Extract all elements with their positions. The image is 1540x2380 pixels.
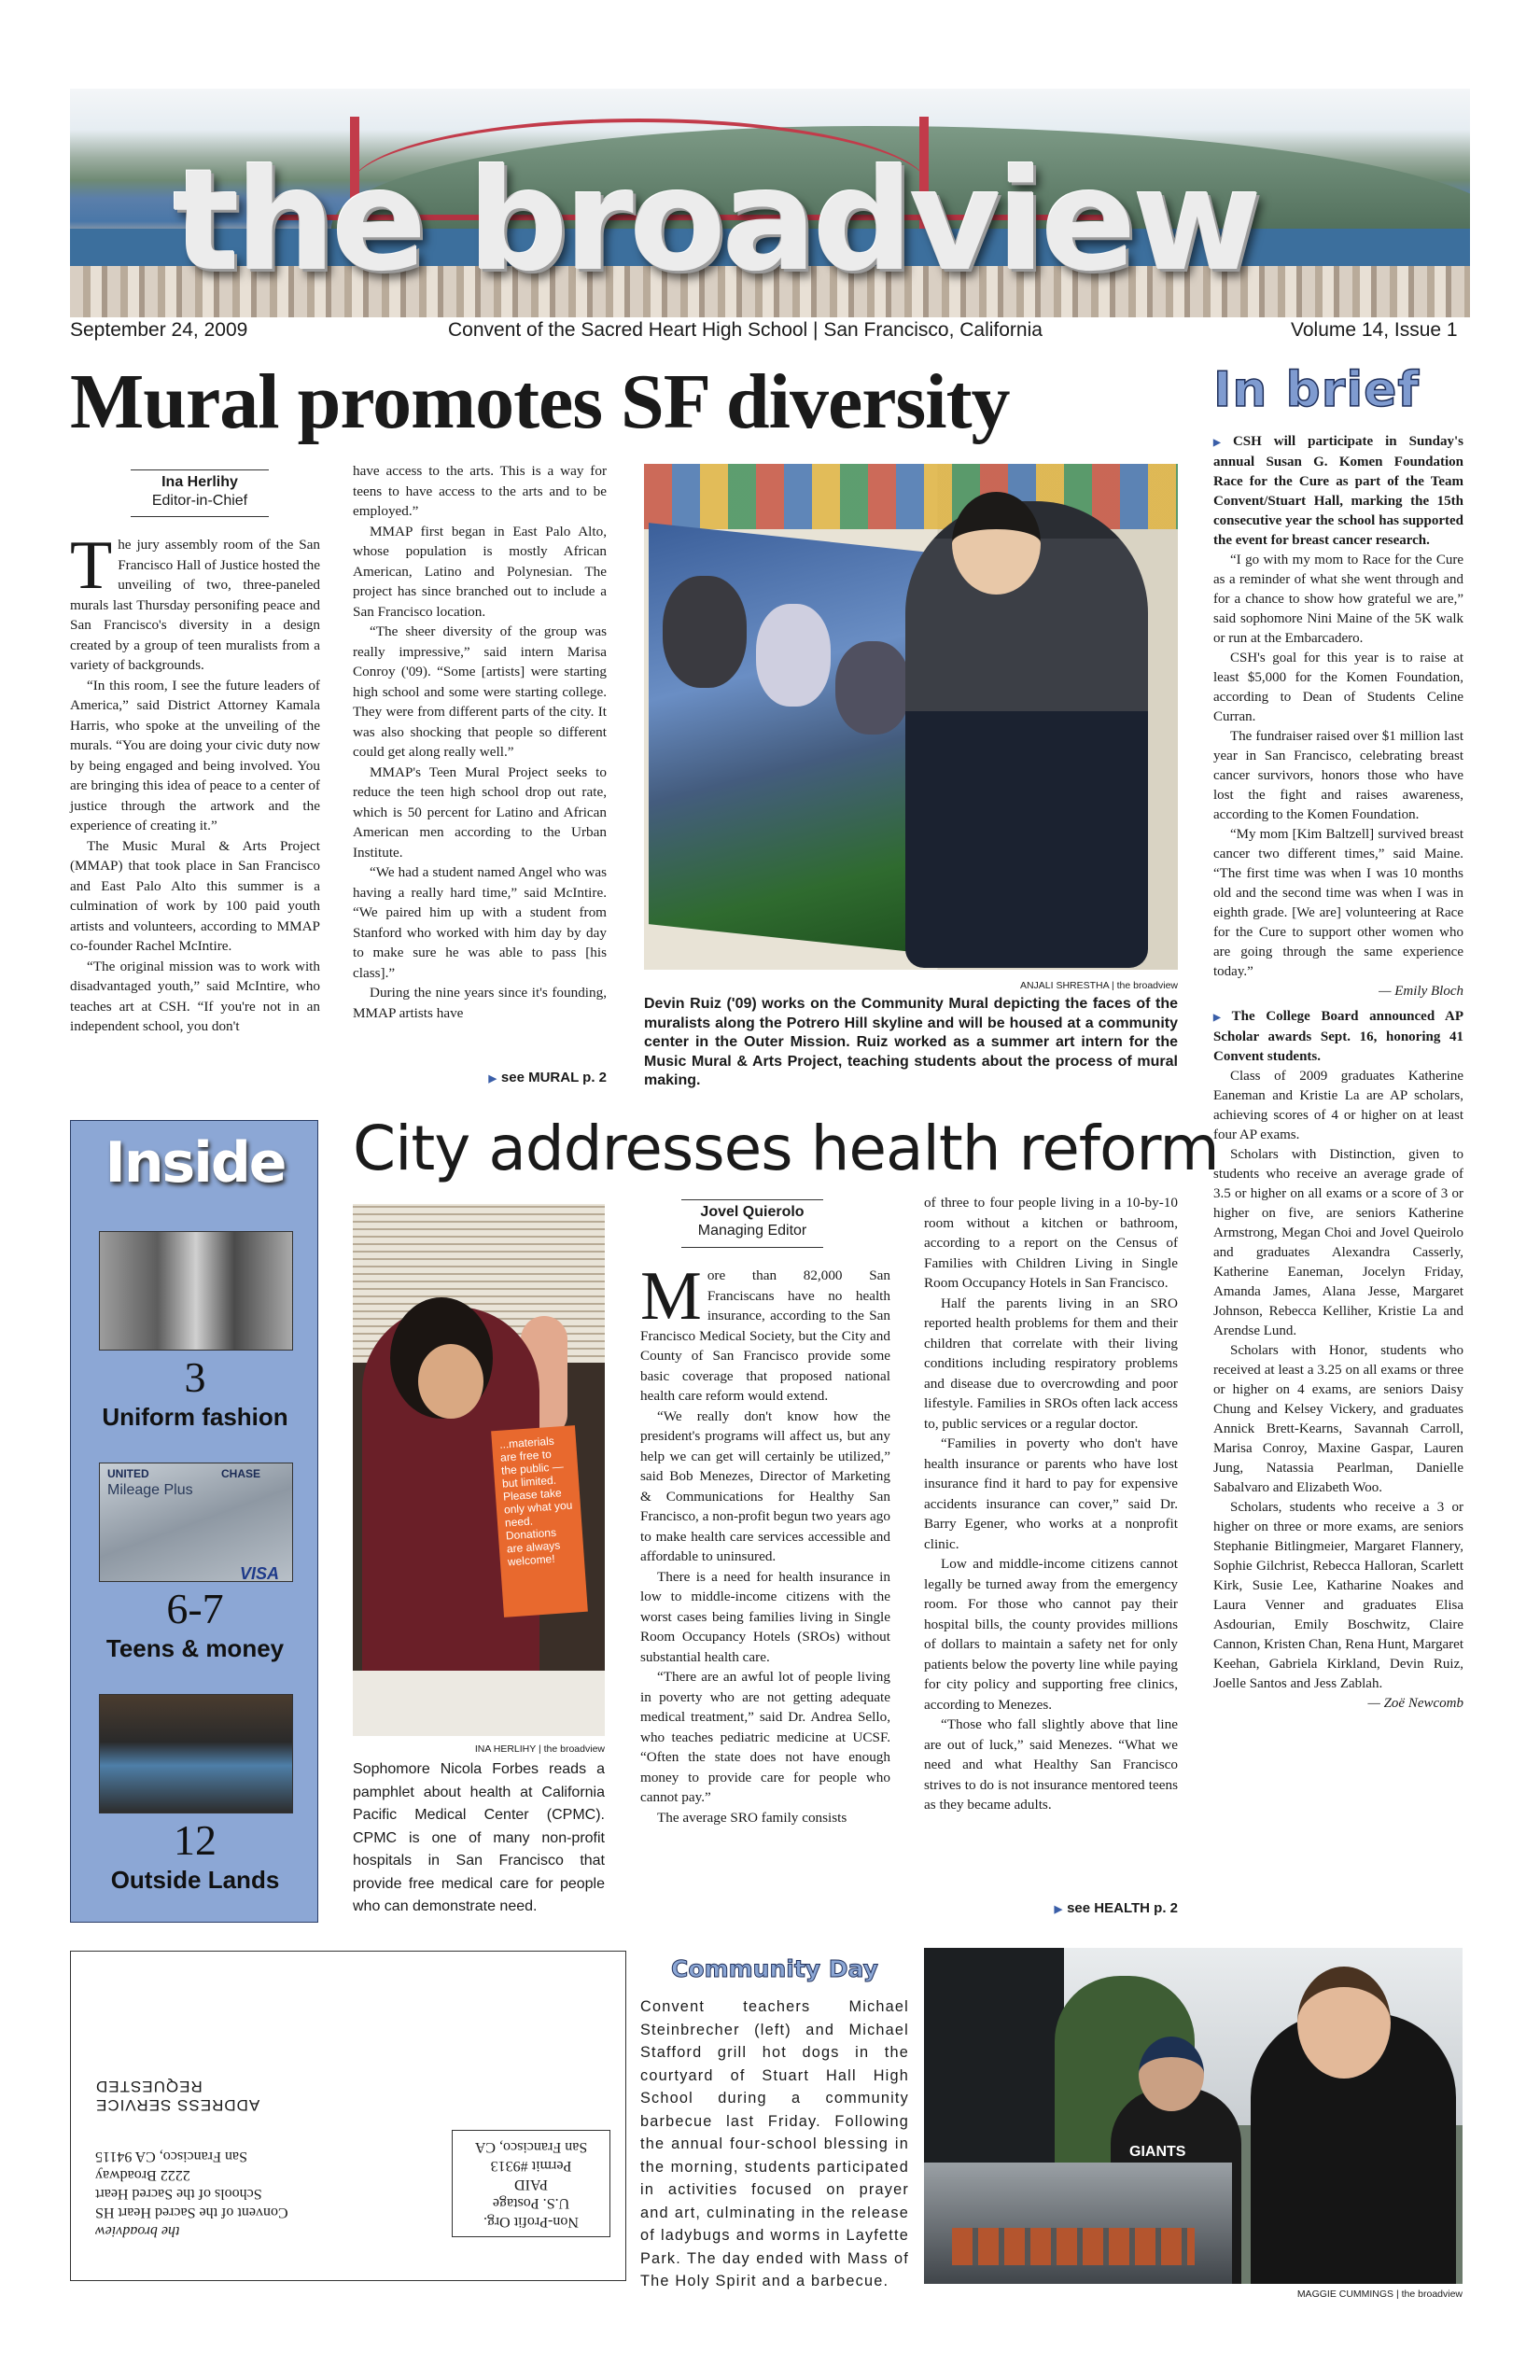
health-photo (353, 1204, 605, 1736)
mural-paragraph: “In this room, I see the future leaders of America,” said District Attorney Kamala Harris, who spoke at the unveiling of the murals. “You are doing your civic duty now by being engaged and being involved. You are bringing this idea of peace to a center of justice through the artwork and the experience of creating it.” (70, 677, 320, 833)
byline-rule (131, 516, 269, 517)
health-column-2 (924, 1193, 1178, 1815)
mural-paragraph: MMAP first began in East Palo Alto, whose population is mostly African American, Latino and Polynesian. The project has since branched out to include a San Francisco location. (353, 523, 607, 620)
photo-teacher-right-head (1297, 1967, 1391, 2079)
card-brand: UNITED (107, 1467, 149, 1480)
address-line: San Francisco, CA 94115 (95, 2149, 247, 2164)
byline-rule (681, 1199, 823, 1200)
mailing-label-box (70, 1951, 626, 2281)
mural-column-2 (353, 461, 607, 1023)
brief-paragraph: The fundraiser raised over $1 million last year in San Francisco, celebrating breast cancer survivors, honors those who have lost the fight and raises awareness, according to the Komen Foundation. (1213, 729, 1463, 822)
photo-person-head (952, 492, 1041, 595)
health-column-1 (640, 1258, 890, 1827)
health-paragraph: of three to four people living in a 10-by-10 room without a kitchen or bathroom, according to a report on the Census of Families with Children Living in Single Room Occupancy Hotels in San Francisco. (924, 1195, 1178, 1291)
photo-desk (353, 1671, 605, 1736)
drop-cap: M (640, 1258, 702, 1335)
photo-student-face (418, 1344, 483, 1419)
painted-face (663, 576, 747, 688)
brief-signature: — Zoë Newcomb (1367, 1696, 1463, 1711)
mural-author: Ina Herlihy (161, 474, 238, 490)
permit-line: Non-Profit Org. (483, 2214, 579, 2230)
mural-paragraph: have access to the arts. This is a way for teens to have access to the arts and to be employed.” (353, 463, 607, 519)
health-paragraph: “We really don't know how the president's programs will affect us, but any help we can get will certainly be utilized,” said Bob Menezes, Director of Marketing & Communications for Healthy San Francisco, a non-profit begun two years ago to make health care services accessible and affordable to uninsured. (640, 1407, 890, 1564)
health-paragraph: Half the parents living in an SRO reported health problems for them and their children that correlate with their living conditions including respiratory problems and disease due to overcrowding and poor lifestyle. Families in SROs often lack access to, public services or a regular doctor. (924, 1295, 1178, 1432)
arrow-icon: ▶ (1213, 1013, 1228, 1023)
newspaper-title: the broadview (173, 140, 1258, 302)
address-line: the broadview (95, 2223, 180, 2239)
barbecue-photo-credit: MAGGIE CUMMINGS | the broadview (1296, 2289, 1463, 2300)
credit-card-thumbnail[interactable] (99, 1463, 293, 1582)
masthead-banner (70, 89, 1470, 317)
arrow-icon: ▶ (1213, 438, 1229, 448)
painted-face (835, 641, 910, 735)
in-brief-column (1213, 432, 1463, 1714)
uniform-fashion-thumbnail[interactable] (99, 1231, 293, 1351)
mailing-label-rotated (71, 1952, 627, 2282)
brief-paragraph: “My mom [Kim Baltzell] survived breast cancer two different times,” said Maine. “The first time was when I was 10 months old and the second time was when I was in eighth grade. [We are] volunteering at Race for the Cure to support other women who are going through the same experience today.” (1213, 827, 1463, 979)
card-network: VISA (240, 1564, 280, 1582)
health-paragraph: “There are an awful lot of people living in poverty who are not getting adequate medical treatment,” said Dr. Andrea Sello, who teaches pediatric medicine at UCSF. “Often the state does not have enough money to provide care for people who cannot pay.” (640, 1669, 890, 1805)
mural-photo (644, 464, 1178, 970)
brief-lead: ▶ CSH will participate in Sunday's annual Susan G. Komen Foundation Race for the Cure as part of the Team Convent/Stuart Hall, marking the 15th consecutive year the school has supported the event for breast cancer research. (1213, 434, 1463, 548)
brief-signature: — Emily Bloch (1379, 984, 1463, 999)
card-bank: CHASE (221, 1467, 261, 1480)
drop-cap: T (70, 527, 113, 604)
issue-volume: Volume 14, Issue 1 (1291, 319, 1458, 341)
card-program: Mileage Plus (107, 1482, 193, 1498)
permit-line: San Francisco, CA (474, 2139, 588, 2155)
permit-line: U.S. Postage (492, 2195, 570, 2211)
outside-lands-thumbnail[interactable] (99, 1694, 293, 1813)
health-photo-caption: Sophomore Nicola Forbes reads a pamphlet about health at California Pacific Medical Center (CPMC). CPMC is one of many non-profit hospitals in San Francisco that provide free medical care for people who can demonstrate need. (353, 1761, 605, 1914)
photo-hot-dogs (952, 2228, 1195, 2265)
photo-teacher-left-head (1139, 2037, 1204, 2111)
postage-permit (452, 2130, 610, 2237)
health-jump-link[interactable]: ▶ see HEALTH p. 2 (1054, 1900, 1178, 1916)
address-line: Schools of the Sacred Heart (95, 2186, 262, 2202)
address-line: Convent of the Sacred Heart HS (95, 2205, 288, 2220)
address-service-requested: ADDRESS SERVICE REQUESTED (95, 2078, 260, 2114)
in-brief-heading: In brief (1213, 362, 1421, 418)
mural-photo-caption: Devin Ruiz ('09) works on the Community Mural depicting the faces of the muralists along the Potrero Hill skyline and will be housed at a community center in the Outer Mission. Ruiz worked as a summer art intern for the Music Mural & Arts Project, teaching students about the process of mural making. (644, 996, 1178, 1088)
health-paragraph: “Families in poverty who don't have health insurance or parents who have lost insurance find it hard to pay for expensive accidents insurance can cover,” said Dr. Barry Egener, who works at a nonprofit clinic. (924, 1435, 1178, 1552)
return-address (95, 2147, 413, 2240)
byline-rule (131, 469, 269, 470)
byline-rule (681, 1247, 823, 1248)
photo-tent (924, 1948, 1064, 2163)
community-day-heading: Community Day (671, 1955, 878, 1982)
shirt-logo: GIANTS (1129, 2144, 1186, 2160)
mural-paragraph: The Music Mural & Arts Project (MMAP) that took place in San Francisco and East Palo Alto this summer is a culmination of work by 100 paid youth artists and volunteers, according to MMAP co-founder Rachel McIntire. (70, 837, 320, 954)
health-author-role: Managing Editor (697, 1223, 807, 1239)
health-headline: City addresses health reform (353, 1113, 1219, 1184)
permit-line: Permit #9313 (490, 2158, 572, 2174)
inside-item-label[interactable]: Uniform fashion (102, 1403, 288, 1431)
community-day-caption: Convent teachers Michael Steinbrecher (left) and Michael Stafford grill hot dogs in the courtyard of Stuart Hall High School during a community barbecue last Friday. Following the annual four-school blessing in the morning, students participated in activities focused on prayer and art, culminating in the release of ladybugs and worms in Layfette Park. The day ended with Mass of The Holy Spirit and a barbecue. (640, 1998, 909, 2289)
health-photo-credit: INA HERLIHY | the broadview (474, 1743, 605, 1755)
mural-photo-credit: ANJALI SHRESTHA | the broadview (1019, 980, 1178, 991)
photo-grill (924, 2163, 1232, 2284)
inside-item-label[interactable]: Outside Lands (110, 1866, 280, 1894)
health-author: Jovel Quierolo (700, 1204, 805, 1220)
arrow-icon: ▶ (488, 1073, 497, 1085)
mural-author-role: Editor-in-Chief (151, 493, 248, 509)
health-paragraph: Low and middle-income citizens cannot legally be turned away from the emergency room. For those who cannot pay their hospital bills, the county provides millions of dollars to maintain a safety net for only patients below the poverty line while paying for city policy and supporting free clinics, according to Menezes. (924, 1556, 1178, 1713)
inside-index-box (70, 1120, 318, 1923)
mural-paragraph: “We had a student named Angel who was having a really hard time,” said McIntire. “We paired him up with a student from Stanford who worked with him day by day to make sure he was able to pass [his class].” (353, 864, 607, 981)
brief-paragraph: Scholars with Distinction, given to students who receive an average grade of 3.5 or higher on all exams or a score of 3 or higher on five, are seniors Katherine Armstrong, Megan Choi and Jovel Queirolo and graduates Alexandra Casserly, Katherine Eaneman, Jocelyn Friday, Amanda James, Alana Jesse, Margaret Johnson, Rebecca Kelliher, Kristie La and Arendse Lund. (1213, 1147, 1463, 1338)
health-paragraph: “Those who fall slightly above that line are out of luck,” said Menezes. “What we need and what Healthy San Francisco strives to do is not insurance mentored teens as they became adults. (924, 1716, 1178, 1813)
brief-paragraph: CSH's goal for this year is to raise at least $5,000 for the Komen Foundation, according to Dean of Students Celine Curran. (1213, 651, 1463, 724)
painted-face (756, 604, 831, 707)
issue-date: September 24, 2009 (70, 319, 248, 341)
school-name: Convent of the Sacred Heart High School | San Francisco, California (448, 319, 1043, 341)
mural-paragraph: “The original mission was to work with disadvantaged youth,” said McIntire, who teaches art at CSH. “If you're not in an independent school, you don't (70, 958, 320, 1034)
brief-paragraph: Scholars, students who receive a 3 or higher on three or more exams, are seniors Stephanie Bitlingmeier, Margaret Flannery, Sophie Gilchrist, Rebecca Halloran, Scarlett Kirk, Susie Lee, Katharine Noakes and Laura Venner and graduates Elisa Asdourian, Emily Boschwitz, Claire Cannon, Kristen Chan, Rena Hunt, Margaret Keehan, Gabriela Kirkland, Devin Ruiz, Joelle Santos and Jess Zablah. (1213, 1500, 1464, 1691)
health-paragraph: The average SRO family consists (657, 1809, 847, 1826)
inside-page-number: 12 (174, 1816, 217, 1864)
health-paragraph: There is a need for health insurance in low to middle-income citizens with the worst cases being families living in Single Room Occupancy Hotels (SROs) without substantial health care. (640, 1568, 890, 1665)
photo-sign: ...materials are free to the public — but limited. Please take only what you need. Donations are always welcome! (491, 1425, 588, 1617)
brief-paragraph: “I go with my mom to Race for the Cure as a reminder of what she went through and for a chance to show how grateful we are,” said sophomore Nini Maine of the 5K walk or run at the Embarcadero. (1213, 553, 1463, 646)
mural-jump-link[interactable]: ▶ see MURAL p. 2 (488, 1070, 607, 1085)
address-line: 2222 Broadway (95, 2167, 190, 2183)
mural-paragraph: During the nine years since it's founding, MMAP artists have (353, 985, 607, 1021)
mural-paragraph: MMAP's Teen Mural Project seeks to reduce the teen high school drop out rate, which is 50 percent for Latino and African American men according to the Urban Institute. (353, 763, 607, 861)
inside-page-number: 3 (184, 1353, 206, 1401)
inside-title: Inside (105, 1130, 286, 1196)
mural-column-1 (70, 527, 320, 1037)
inside-page-number: 6-7 (166, 1585, 224, 1632)
mural-paragraph: “The sheer diversity of the group was really impressive,” said intern Marisa Conroy ('09). “Some [artists] were starting high school and some were starting college. They were from different parts of the city. It was also shocking that people so different could get along really well.” (353, 623, 607, 760)
brief-paragraph: Class of 2009 graduates Katherine Eaneman and Kristie La are AP scholars, achieving scores of 4 or higher on at least four AP exams. (1213, 1069, 1463, 1142)
barbecue-photo (924, 1948, 1463, 2284)
mural-paragraph: The jury assembly room of the San Francisco Hall of Justice hosted the unveiling of two, three-paneled murals last Thursday personifing peace and San Francisco's diversity in a design created by a group of teen muralists from a variety of backgrounds. (70, 527, 320, 673)
inside-item-label[interactable]: Teens & money (105, 1634, 285, 1662)
permit-line: PAID (514, 2177, 548, 2192)
mural-headline: Mural promotes SF diversity (70, 358, 1010, 445)
brief-paragraph: Scholars with Honor, students who received at least a 3.25 on all exams or three or higher on 4 exams, are seniors Daisy Chung and Kelsey Vickery, and graduates Annick Brett-Kearns, Savannah Carroll, Marisa Conroy, Maxine Gaspar, Lauren Jung, Natassia Pearlman, Danielle Sabalvaro and Elizabeth Woo. (1213, 1343, 1463, 1495)
arrow-icon: ▶ (1054, 1904, 1063, 1915)
brief-lead: ▶ The College Board announced AP Scholar awards Sept. 16, honoring 41 Convent students. (1213, 1009, 1463, 1064)
health-paragraph: More than 82,000 San Franciscans have no health insurance, according to the San Francisco Medical Society, but the City and County of San Francisco provide some basic coverage that proposed national health care reform would extend. (640, 1258, 890, 1404)
